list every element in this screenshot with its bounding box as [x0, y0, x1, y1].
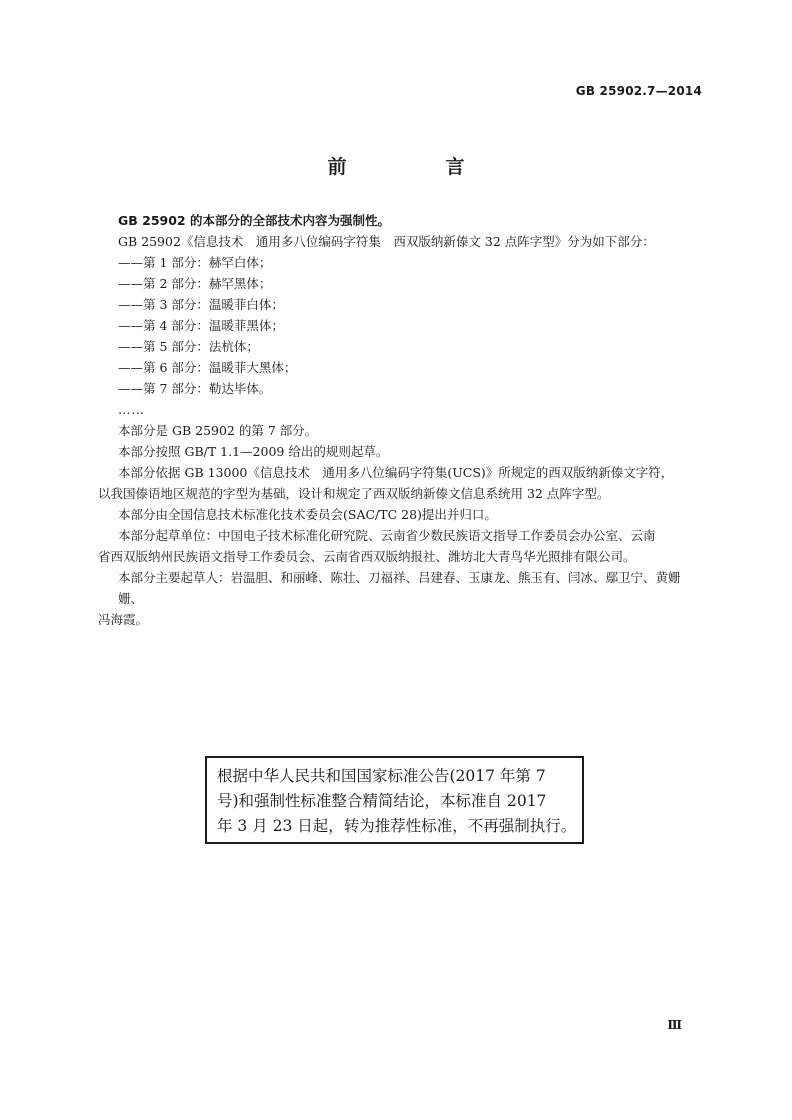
parts-intro: GB 25902《信息技术 通用多八位编码字符集 西双版纳新傣文 32 点阵字型》分为如下部分： — [118, 234, 655, 249]
list-item-part-1: ——第 1 部分：赫罕白体； — [118, 255, 272, 270]
notice-line-2: 号)和强制性标准整合精简结论，本标准自 2017 — [217, 792, 547, 810]
part-of-statement: 本部分是 GB 25902 的第 7 部分。 — [118, 423, 318, 438]
mandatory-statement: GB 25902 的本部分的全部技术内容为强制性。 — [118, 213, 390, 228]
drafting-units-line-1: 本部分起草单位：中国电子技术标准化研究院、云南省少数民族语文指导工作委员会办公室、云南 — [118, 528, 656, 543]
notice-line-1: 根据中华人民共和国国家标准公告(2017 年第 7 — [217, 767, 546, 785]
notice-line-3: 年 3 月 23 日起，转为推荐性标准，不再强制执行。 — [217, 817, 577, 835]
basis-line-1: 本部分依据 GB 13000《信息技术 通用多八位编码字符集(UCS)》所规定的西双版纳新傣文字符， — [118, 465, 674, 480]
proposer-statement: 本部分由全国信息技术标准化技术委员会(SAC/TC 28)提出并归口。 — [118, 507, 497, 522]
drafting-units-line-2: 省西双版纳州民族语文指导工作委员会、云南省西双版纳报社、潍坊北大青鸟华光照排有限公司。 — [98, 549, 636, 564]
list-item-part-3: ——第 3 部分：温暖菲白体； — [118, 297, 284, 312]
basis-line-2: 以我国傣语地区规范的字型为基础，设计和规定了西双版纳新傣文信息系统用 32 点阵字型。 — [98, 486, 610, 501]
drafters-line-2: 冯海霞。 — [98, 612, 149, 627]
drafters-line-1: 本部分主要起草人：岩温胆、和丽峰、陈壮、刀福祥、吕建春、玉康龙、熊玉有、闫冰、鄢卫宁、黄姗姗、 — [118, 570, 681, 606]
page-title: 前 言 — [327, 156, 505, 178]
standard-code: GB 25902.7—2014 — [575, 84, 702, 98]
ellipsis: …… — [118, 402, 145, 417]
list-item-part-7: ——第 7 部分：勒达毕体。 — [118, 381, 272, 396]
list-item-part-5: ——第 5 部分：法杭体； — [118, 339, 259, 354]
list-item-part-6: ——第 6 部分：温暖菲大黑体； — [118, 360, 297, 375]
list-item-part-4: ——第 4 部分：温暖菲黑体； — [118, 318, 284, 333]
page-number: Ⅲ — [667, 1018, 682, 1032]
foreword-body — [98, 210, 704, 630]
list-item-part-2: ——第 2 部分：赫罕黑体； — [118, 276, 272, 291]
drafting-rules: 本部分按照 GB/T 1.1—2009 给出的规则起草。 — [118, 444, 389, 459]
status-notice-box — [205, 756, 584, 844]
